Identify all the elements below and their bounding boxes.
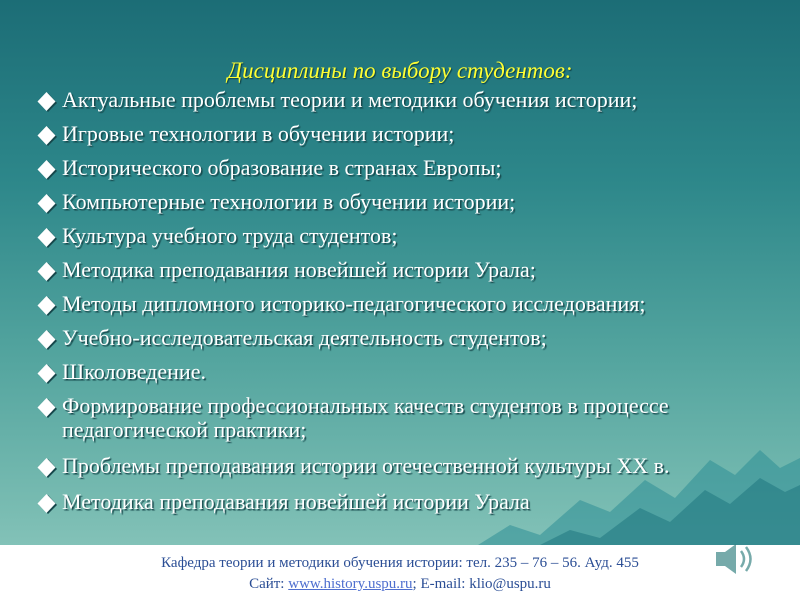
list-item [34,292,764,316]
diamond-bullet-icon [36,295,58,317]
department-contact-text: Кафедра теории и методики обучения истории: тел. 235 – 76 – 56. Ауд. 455 [161,555,639,571]
speaker-icon[interactable] [714,540,762,578]
page-title: Дисциплины по выбору студентов: [227,58,573,83]
list-item-text: Исторического образование в странах Европы; [62,155,502,180]
list-item-text: Компьютерные технологии в обучении истории; [62,189,516,214]
list-item [34,326,764,350]
list-item-text: Методы дипломного историко-педагогического исследования; [62,291,646,316]
site-email-line [0,575,800,593]
list-item [34,454,764,478]
list-item-text: Игровые технологии в обучении истории; [62,121,455,146]
diamond-bullet-icon [36,227,58,249]
list-item-text: Проблемы преподавания истории отечественной культуры XX в. [62,453,670,478]
list-item [34,190,764,214]
list-item [34,258,764,282]
site-label: Сайт: [249,576,289,592]
email-text: ; E-mail: klio@uspu.ru [412,576,551,592]
list-item-text: Актуальные проблемы теории и методики обучения истории; [62,87,638,112]
diamond-bullet-icon [36,493,58,515]
diamond-bullet-icon [36,397,58,419]
list-item-text: Учебно-исследовательская деятельность студентов; [62,325,547,350]
diamond-bullet-icon [36,261,58,283]
list-item-text: Формирование профессиональных качеств студентов в процессе педагогической практики; [62,393,669,442]
list-item-text: Методика преподавания новейшей истории Урала; [62,257,536,282]
diamond-bullet-icon [36,363,58,385]
list-item-text: Методика преподавания новейшей истории Урала [62,489,530,514]
diamond-bullet-icon [36,159,58,181]
list-item [34,360,764,384]
list-item-text: Культура учебного труда студентов; [62,223,398,248]
footer [0,545,800,600]
list-item [34,224,764,248]
diamond-bullet-icon [36,457,58,479]
list-item [34,122,764,146]
list-item [34,88,764,112]
diamond-bullet-icon [36,125,58,147]
site-link[interactable]: www.history.uspu.ru [288,576,413,592]
diamond-bullet-icon [36,193,58,215]
list-item [34,156,764,180]
list-item [34,490,764,514]
list-item [34,394,764,442]
diamond-bullet-icon [36,329,58,351]
list-item-text: Школоведение. [62,359,206,384]
diamond-bullet-icon [36,91,58,113]
disciplines-list [34,88,764,524]
